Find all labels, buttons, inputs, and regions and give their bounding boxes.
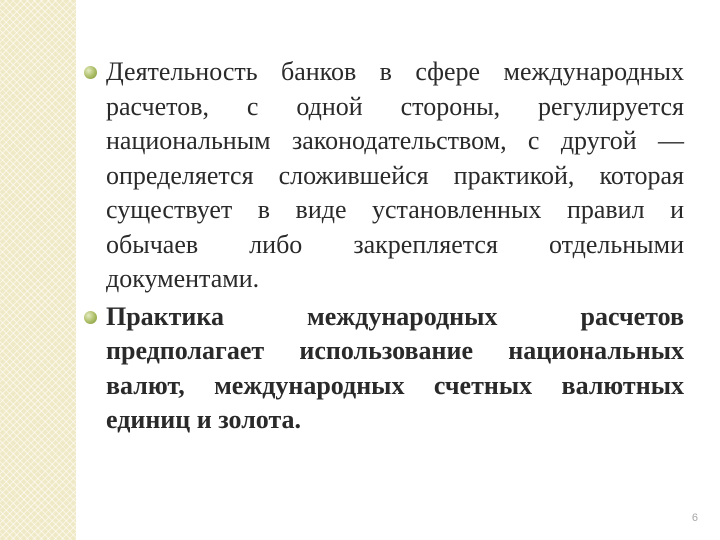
bullet-item-banking-activity xyxy=(84,55,684,297)
bullet-icon xyxy=(84,311,97,324)
strip-divider xyxy=(76,0,79,540)
bullet-list xyxy=(84,55,684,438)
page-number: 6 xyxy=(691,512,698,524)
bullet-text: Деятельность банков в сфере международных расчетов, с одной стороны, регулируется национальным законодательством, с другой — определяется сложившейся практикой, которая существует в виде установленных правил и обычаев либо закрепляется отдельными документами. xyxy=(106,57,684,293)
bullet-icon xyxy=(84,66,97,79)
bullet-item-settlement-practice xyxy=(84,300,684,438)
decorative-side-strip xyxy=(0,0,76,540)
bullet-text: Практика международных расчетов предполагает использование национальных валют, международных счетных валютных единиц и золота. xyxy=(106,301,684,434)
